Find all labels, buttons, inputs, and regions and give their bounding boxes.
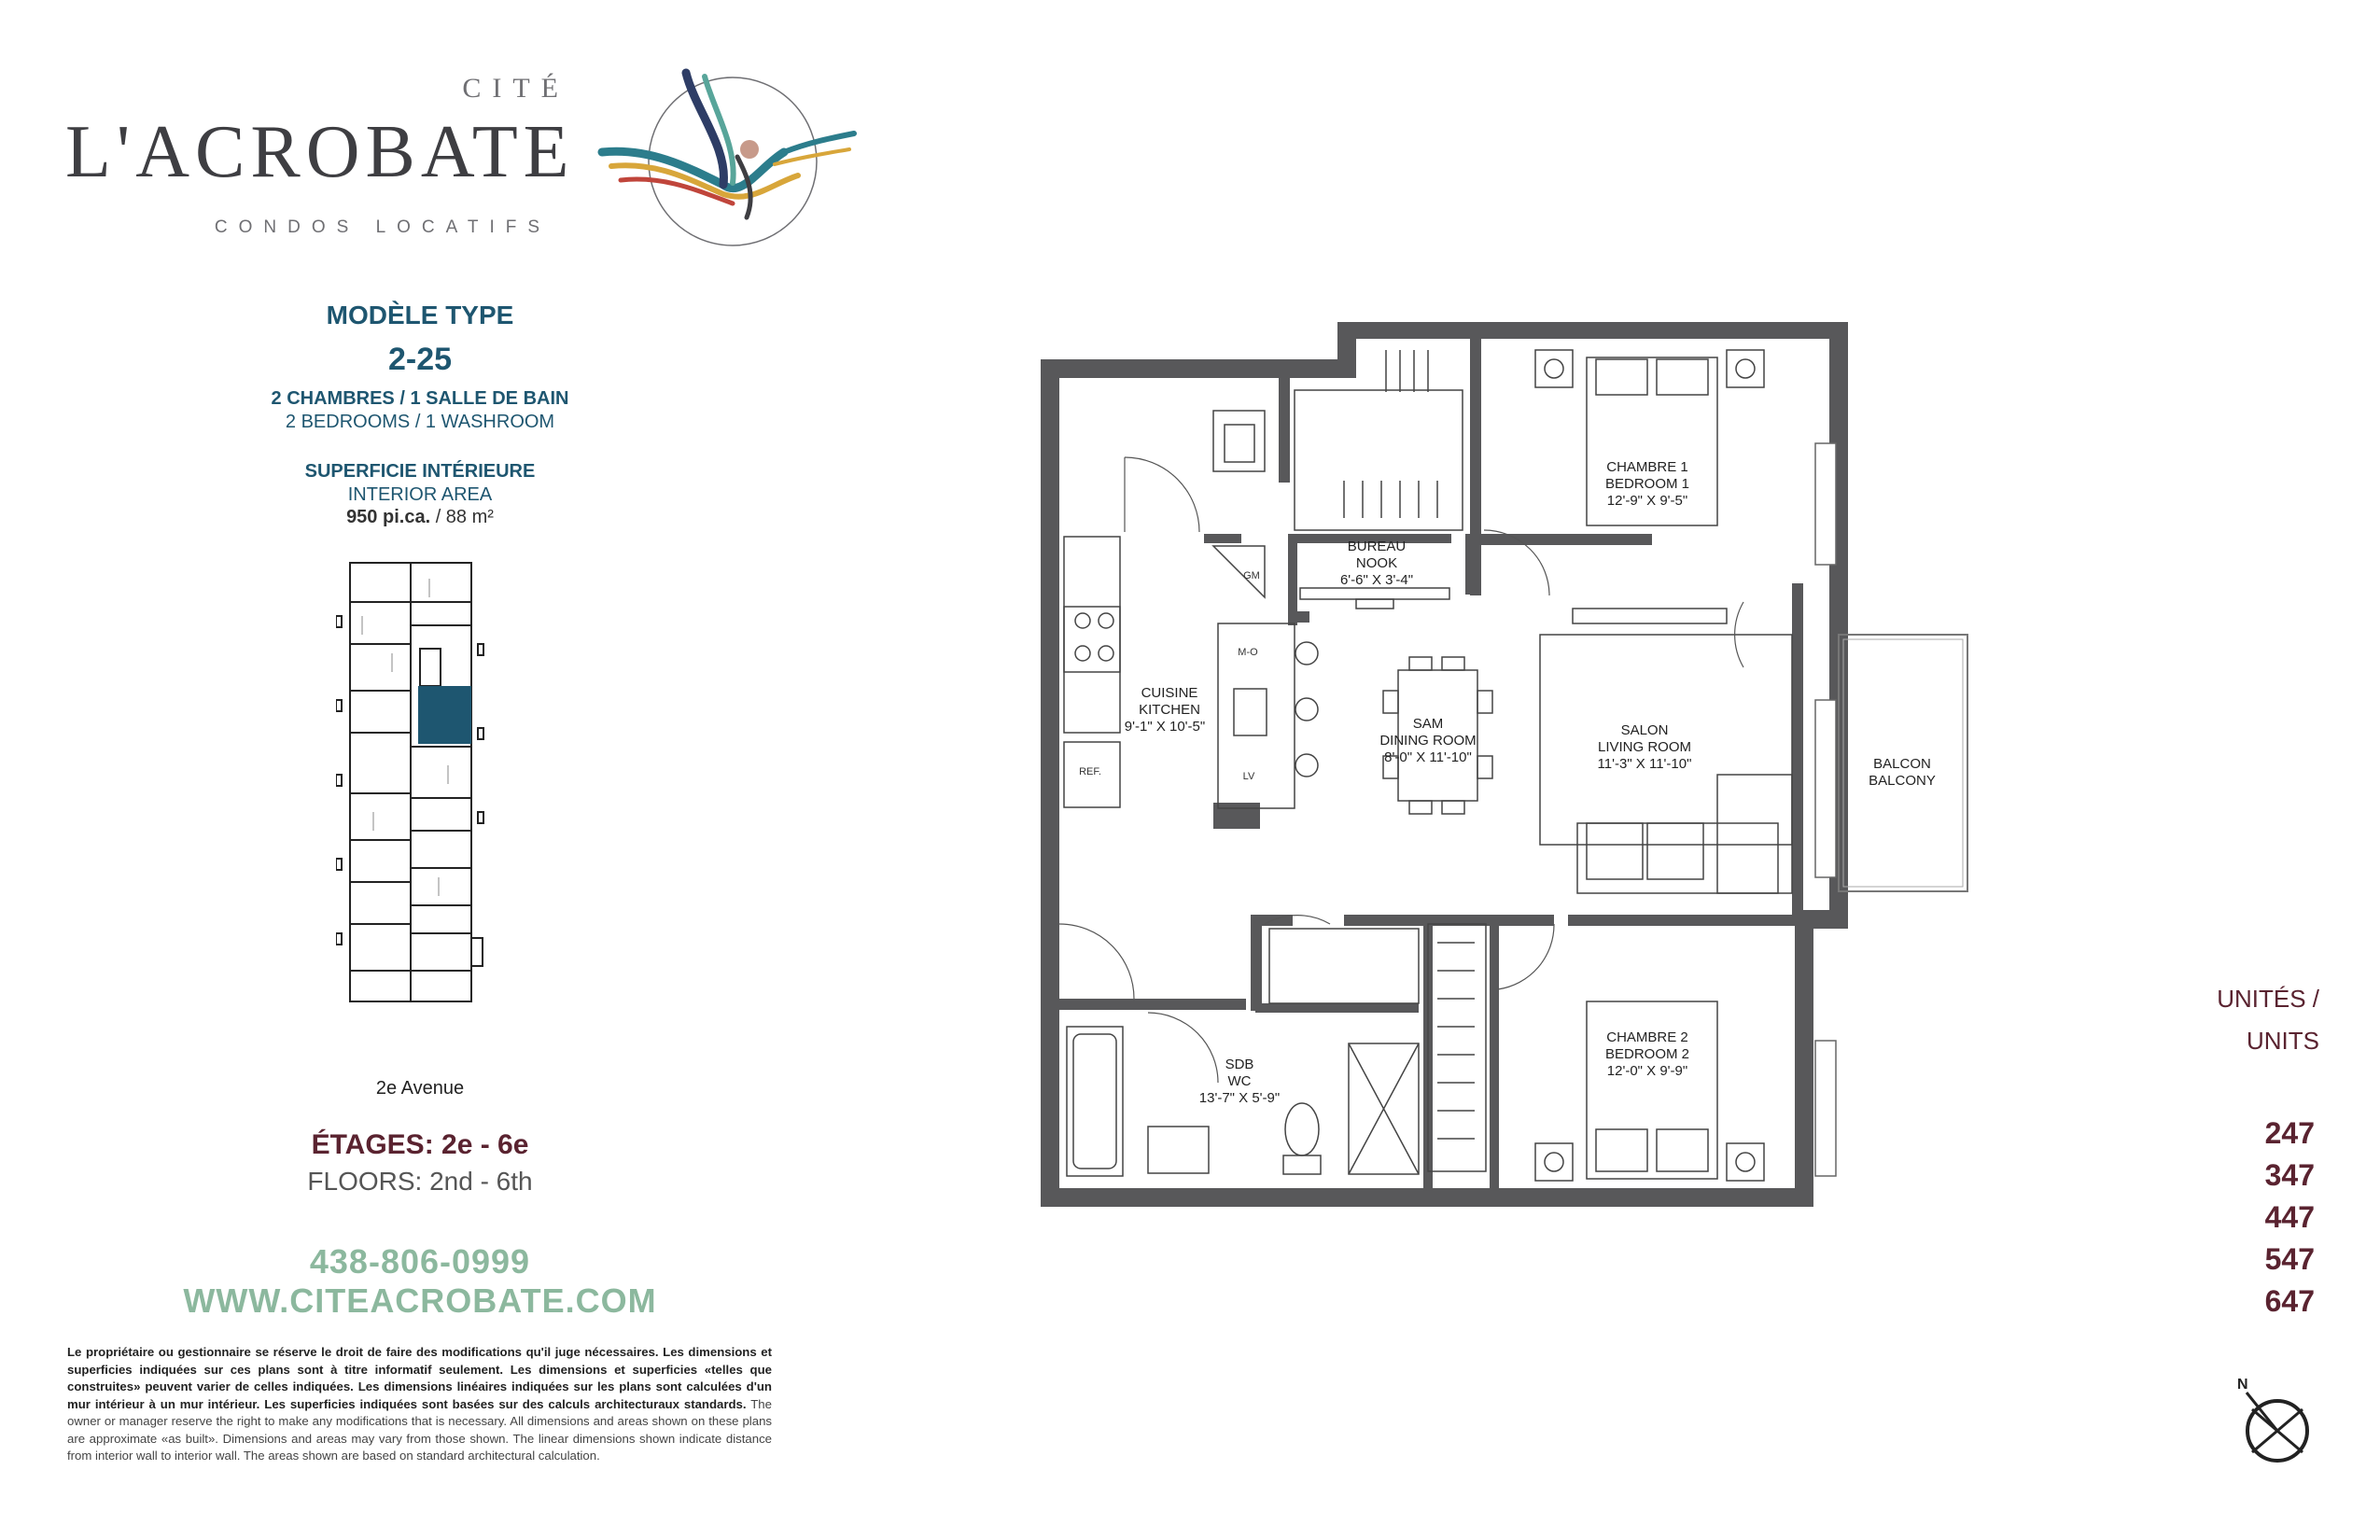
nook-label-en: NOOK	[1355, 555, 1398, 571]
model-label: MODÈLE TYPE	[326, 301, 514, 329]
unit-number: 347	[2264, 1158, 2315, 1192]
nook-dim: 6'-6" X 3'-4"	[1339, 572, 1414, 588]
gm-tag: GM	[1243, 570, 1260, 581]
area-label-fr: SUPERFICIE INTÉRIEURE	[304, 461, 536, 482]
floors-en: FLOORS: 2nd - 6th	[307, 1167, 533, 1196]
lv-tag: LV	[1242, 771, 1255, 782]
balcony-label-en: BALCONY	[1869, 773, 1936, 789]
disclaimer-fr: Le propriétaire ou gestionnaire se réserve le droit de faire des modifications qu'il juge nécessaires. Les dimensions et superficies indiquées sur ces plans sont à titre informatif seulement. Les dimensions et superficies «telles que construites» peuvent varier de celles indiquées. Les dimensions linéaires indiquées sur les plans sont calculées d'un mur intérieur à un mur intérieur. Les superficies indiquées sont basées sur des calculs architecturaux standards.	[67, 1345, 772, 1411]
area-m2: / 88 m²	[435, 507, 494, 527]
area-label-en: INTERIOR AREA	[347, 484, 493, 505]
unit-number: 547	[2264, 1242, 2315, 1276]
bedroom2-label-fr: CHAMBRE 2	[1606, 1029, 1688, 1045]
brand-subtitle: CONDOS LOCATIFS	[214, 217, 552, 237]
dining-label-fr: SAM	[1412, 716, 1444, 732]
acrobat-logo-icon	[583, 63, 863, 250]
living-dim: 11'-3" X 11'-10"	[1597, 756, 1692, 772]
kitchen-label-fr: CUISINE	[1141, 685, 1198, 701]
kitchen-label-en: KITCHEN	[1139, 702, 1200, 718]
balcony-label-fr: BALCON	[1873, 756, 1931, 772]
area-sqft: 950 pi.ca.	[346, 507, 431, 527]
floors-fr: ÉTAGES: 2e - 6e	[311, 1129, 529, 1160]
bedroom1-dim: 12'-9" X 9'-5"	[1606, 493, 1688, 509]
unit-number: 647	[2264, 1284, 2315, 1318]
model-number: 2-25	[387, 342, 453, 377]
dining-label-en: DINING ROOM	[1379, 733, 1477, 749]
living-label-en: LIVING ROOM	[1597, 739, 1692, 755]
bedroom1-label-en: BEDROOM 1	[1604, 476, 1690, 492]
bedroom2-dim: 12'-0" X 9'-9"	[1606, 1063, 1688, 1079]
website-link[interactable]: WWW.CITEACROBATE.COM	[183, 1281, 657, 1320]
compass-icon	[2226, 1372, 2329, 1475]
compass-north-label: N	[2237, 1377, 2248, 1393]
kitchen-dim: 9'-1" X 10'-5"	[1124, 719, 1206, 735]
bath-dim: 13'-7" X 5'-9"	[1198, 1090, 1281, 1106]
street-label: 2e Avenue	[375, 1078, 465, 1099]
bedroom1-label-fr: CHAMBRE 1	[1606, 459, 1688, 475]
rooms-en: 2 BEDROOMS / 1 WASHROOM	[285, 412, 555, 432]
mo-tag: M-O	[1238, 647, 1258, 658]
nook-label-fr: BUREAU	[1347, 539, 1407, 554]
brand-cite: CITÉ	[462, 73, 569, 104]
key-plan	[336, 560, 523, 1083]
unit-number: 247	[2264, 1116, 2315, 1150]
floor-plan	[1041, 322, 1974, 1209]
living-label-fr: SALON	[1620, 722, 1669, 738]
bath-label-fr: SDB	[1225, 1057, 1254, 1072]
key-plan-highlight	[418, 686, 471, 744]
area-value	[140, 507, 700, 528]
phone-number[interactable]: 438-806-0999	[309, 1242, 531, 1281]
disclaimer	[67, 1344, 772, 1465]
units-title-fr: UNITÉS /	[2217, 985, 2319, 1013]
disclaimer-en: The owner or manager reserve the right to make any modifications that is necessary. All dimensions and areas shown on these plans are approximate «as built». Dimensions and areas may vary from those shown. The linear dimensions shown indicate distance from interior wall to interior wall. The areas shown are based on standard architectural calculation.	[67, 1396, 772, 1463]
dining-dim: 8'-0" X 11'-10"	[1384, 749, 1472, 765]
bedroom2-label-en: BEDROOM 2	[1604, 1046, 1690, 1062]
units-title-en: UNITS	[2247, 1027, 2319, 1055]
rooms-fr: 2 CHAMBRES / 1 SALLE DE BAIN	[271, 388, 569, 409]
unit-number: 447	[2264, 1200, 2315, 1234]
ref-tag: REF.	[1079, 766, 1101, 777]
bath-label-en: WC	[1227, 1073, 1252, 1089]
brand-name: L'ACROBATE	[65, 111, 575, 193]
